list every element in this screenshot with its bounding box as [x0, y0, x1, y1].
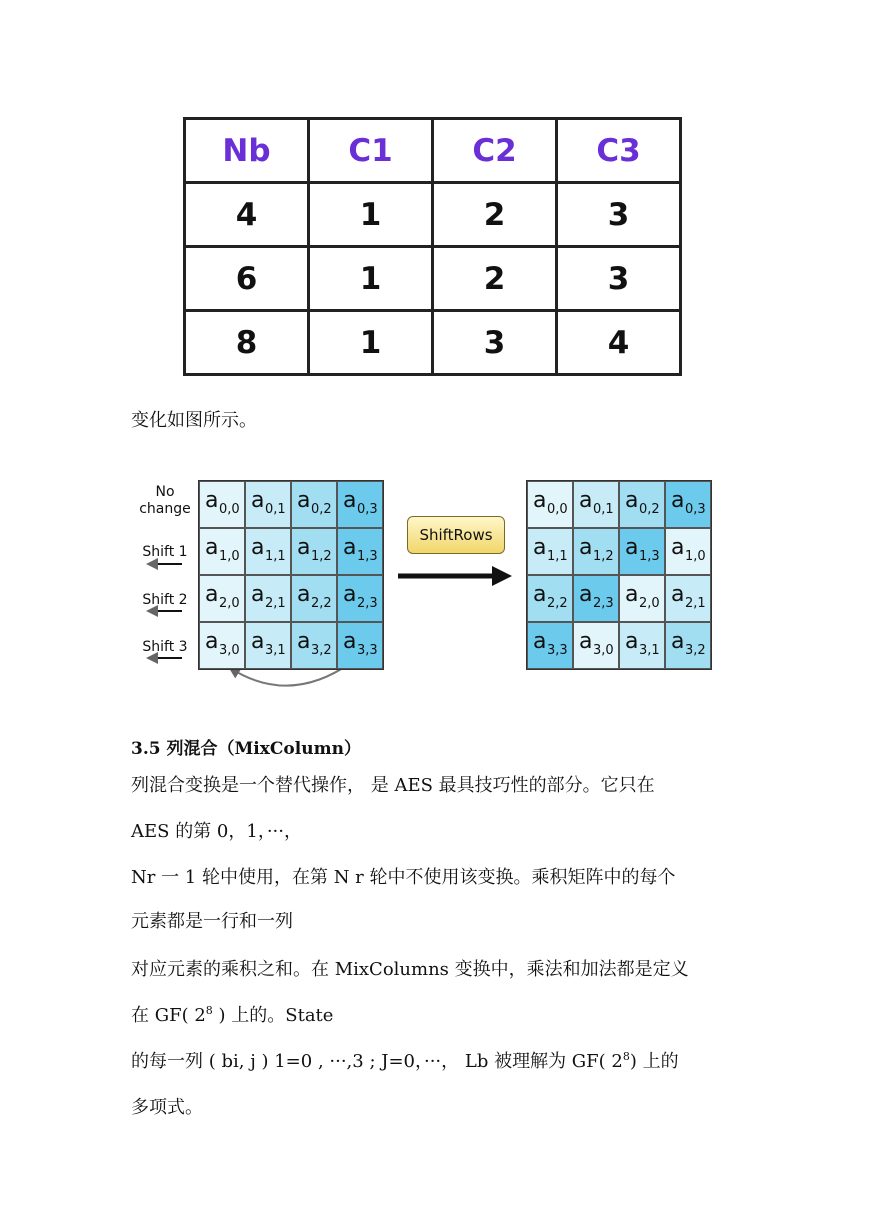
figure-caption: 变化如图所示。 [131, 410, 257, 431]
state-cell-letter: a [671, 535, 685, 560]
state-cell [291, 622, 337, 669]
state-cell-index: 1,0 [685, 549, 706, 564]
table-cell: 6 [185, 247, 309, 311]
table-cell: 8 [185, 311, 309, 375]
superscript: 8 [622, 1050, 630, 1063]
state-cell [573, 622, 619, 669]
state-cell [199, 575, 245, 622]
state-cell [199, 481, 245, 528]
paragraph-line [131, 1004, 737, 1028]
state-cell [665, 622, 711, 669]
state-cell-index: 3,1 [639, 643, 660, 658]
state-cell [527, 622, 573, 669]
state-cell-index: 0,3 [357, 502, 378, 517]
state-cell-index: 1,0 [219, 549, 240, 564]
text-run: 的每一列 ( bi, j ) 1=0 , ···,3 ; J=0，···， Lb 被理解为 GF( 2 [131, 1051, 623, 1072]
state-cell-index: 2,2 [311, 596, 332, 611]
state-cell [619, 622, 665, 669]
state-cell-index: 1,1 [547, 549, 568, 564]
paragraph-line: AES 的第 0，1，···， [131, 821, 302, 842]
state-cell-index: 2,2 [547, 596, 568, 611]
state-cell-index: 2,1 [685, 596, 706, 611]
table-cell: 3 [557, 183, 681, 247]
state-cell-letter: a [297, 629, 311, 654]
state-cell-letter: a [251, 535, 265, 560]
table-cell: 3 [433, 311, 557, 375]
state-cell-index: 0,1 [265, 502, 286, 517]
state-cell [665, 528, 711, 575]
state-cell [245, 622, 291, 669]
state-cell-letter: a [343, 535, 357, 560]
shiftrows-label: ShiftRows [407, 516, 505, 554]
state-cell-letter: a [297, 488, 311, 513]
state-cell [337, 528, 383, 575]
state-cell-letter: a [297, 535, 311, 560]
table-header-cell: C1 [309, 119, 433, 183]
state-cell-index: 0,2 [639, 502, 660, 517]
state-cell-letter: a [205, 582, 219, 607]
shift-offset-table [183, 117, 682, 376]
row-label-shift-3: Shift 3 [142, 639, 188, 655]
state-cell-index: 1,1 [265, 549, 286, 564]
state-cell-index: 2,0 [219, 596, 240, 611]
state-cell-letter: a [579, 582, 593, 607]
state-cell [291, 481, 337, 528]
table-cell: 1 [309, 311, 433, 375]
state-cell-index: 2,1 [265, 596, 286, 611]
state-cell-letter: a [533, 535, 547, 560]
state-cell-letter: a [251, 629, 265, 654]
state-cell-index: 3,2 [685, 643, 706, 658]
state-cell-letter: a [579, 629, 593, 654]
state-cell-index: 3,3 [547, 643, 568, 658]
state-cell [199, 622, 245, 669]
paragraph-line: 对应元素的乘积之和。在 MixColumns 变换中，乘法和加法都是定义 [131, 959, 689, 980]
paragraph-line: 多项式。 [131, 1097, 203, 1118]
state-cell-letter: a [251, 582, 265, 607]
state-cell-letter: a [625, 629, 639, 654]
state-cell-index: 2,3 [357, 596, 378, 611]
state-cell [291, 575, 337, 622]
table-header-row [185, 119, 681, 183]
table-header-cell: Nb [185, 119, 309, 183]
state-cell-index: 3,1 [265, 643, 286, 658]
state-cell-letter: a [671, 488, 685, 513]
state-cell [573, 575, 619, 622]
state-cell-letter: a [205, 488, 219, 513]
paragraph-line [131, 1050, 737, 1074]
shiftrows-diagram [130, 476, 730, 696]
table-cell: 3 [557, 247, 681, 311]
text-run: ) 上的 [629, 1051, 679, 1072]
state-cell [573, 481, 619, 528]
table-row [185, 311, 681, 375]
state-cell [619, 575, 665, 622]
table-cell: 1 [309, 183, 433, 247]
table-cell: 2 [433, 247, 557, 311]
table-cell: 2 [433, 183, 557, 247]
state-cell-letter: a [343, 629, 357, 654]
state-cell-index: 1,2 [593, 549, 614, 564]
state-cell [527, 528, 573, 575]
row-label-shift-2: Shift 2 [142, 592, 188, 608]
superscript: 8 [205, 1004, 213, 1017]
state-cell [665, 575, 711, 622]
state-cell-letter: a [533, 629, 547, 654]
text-run: ) 上的。State [212, 1005, 334, 1026]
state-cell-index: 0,3 [685, 502, 706, 517]
state-cell-index: 3,0 [593, 643, 614, 658]
state-cell-index: 1,2 [311, 549, 332, 564]
state-cell-index: 0,1 [593, 502, 614, 517]
state-after-grid [526, 480, 712, 670]
state-cell-index: 0,0 [547, 502, 568, 517]
state-cell [291, 528, 337, 575]
state-cell-letter: a [671, 629, 685, 654]
state-cell [573, 528, 619, 575]
table-header-cell: C3 [557, 119, 681, 183]
state-cell-index: 1,3 [639, 549, 660, 564]
state-cell-letter: a [579, 535, 593, 560]
state-cell-letter: a [625, 582, 639, 607]
state-cell-index: 0,2 [311, 502, 332, 517]
state-cell-index: 2,0 [639, 596, 660, 611]
state-cell-index: 3,2 [311, 643, 332, 658]
state-cell-letter: a [625, 488, 639, 513]
state-cell-letter: a [205, 535, 219, 560]
state-cell [245, 528, 291, 575]
table-row [185, 247, 681, 311]
state-before-grid [198, 480, 384, 670]
state-cell [619, 481, 665, 528]
state-cell-letter: a [579, 488, 593, 513]
table-cell: 4 [185, 183, 309, 247]
section-heading: 3.5 列混合（MixColumn） [131, 739, 361, 759]
state-cell [665, 481, 711, 528]
state-cell-index: 1,3 [357, 549, 378, 564]
paragraph-line: 元素都是一行和一列 [131, 911, 293, 932]
table-row [185, 183, 681, 247]
state-cell [619, 528, 665, 575]
state-cell-index: 3,0 [219, 643, 240, 658]
state-cell-index: 2,3 [593, 596, 614, 611]
state-cell [199, 528, 245, 575]
table-header-cell: C2 [433, 119, 557, 183]
state-cell-letter: a [343, 488, 357, 513]
table-cell: 1 [309, 247, 433, 311]
row-label-line: No [155, 484, 175, 500]
state-cell-letter: a [533, 582, 547, 607]
state-cell-letter: a [297, 582, 311, 607]
state-cell [337, 622, 383, 669]
state-cell-letter: a [343, 582, 357, 607]
table-cell: 4 [557, 311, 681, 375]
paragraph-line: Nr 一 1 轮中使用，在第 N r 轮中不使用该变换。乘积矩阵中的每个 [131, 867, 676, 888]
row-label-line: change [139, 501, 191, 517]
row-label-shift-1: Shift 1 [142, 544, 188, 560]
paragraph-line: 列混合变换是一个替代操作， 是 AES 最具技巧性的部分。它只在 [131, 775, 655, 796]
state-cell [527, 481, 573, 528]
state-cell [527, 575, 573, 622]
state-cell [337, 575, 383, 622]
state-cell-letter: a [251, 488, 265, 513]
state-cell-letter: a [205, 629, 219, 654]
state-cell [245, 575, 291, 622]
state-cell-index: 3,3 [357, 643, 378, 658]
state-cell [337, 481, 383, 528]
state-cell-index: 0,0 [219, 502, 240, 517]
text-run: 在 GF( 2 [131, 1005, 206, 1026]
state-cell-letter: a [671, 582, 685, 607]
state-cell-letter: a [625, 535, 639, 560]
state-cell-letter: a [533, 488, 547, 513]
state-cell [245, 481, 291, 528]
